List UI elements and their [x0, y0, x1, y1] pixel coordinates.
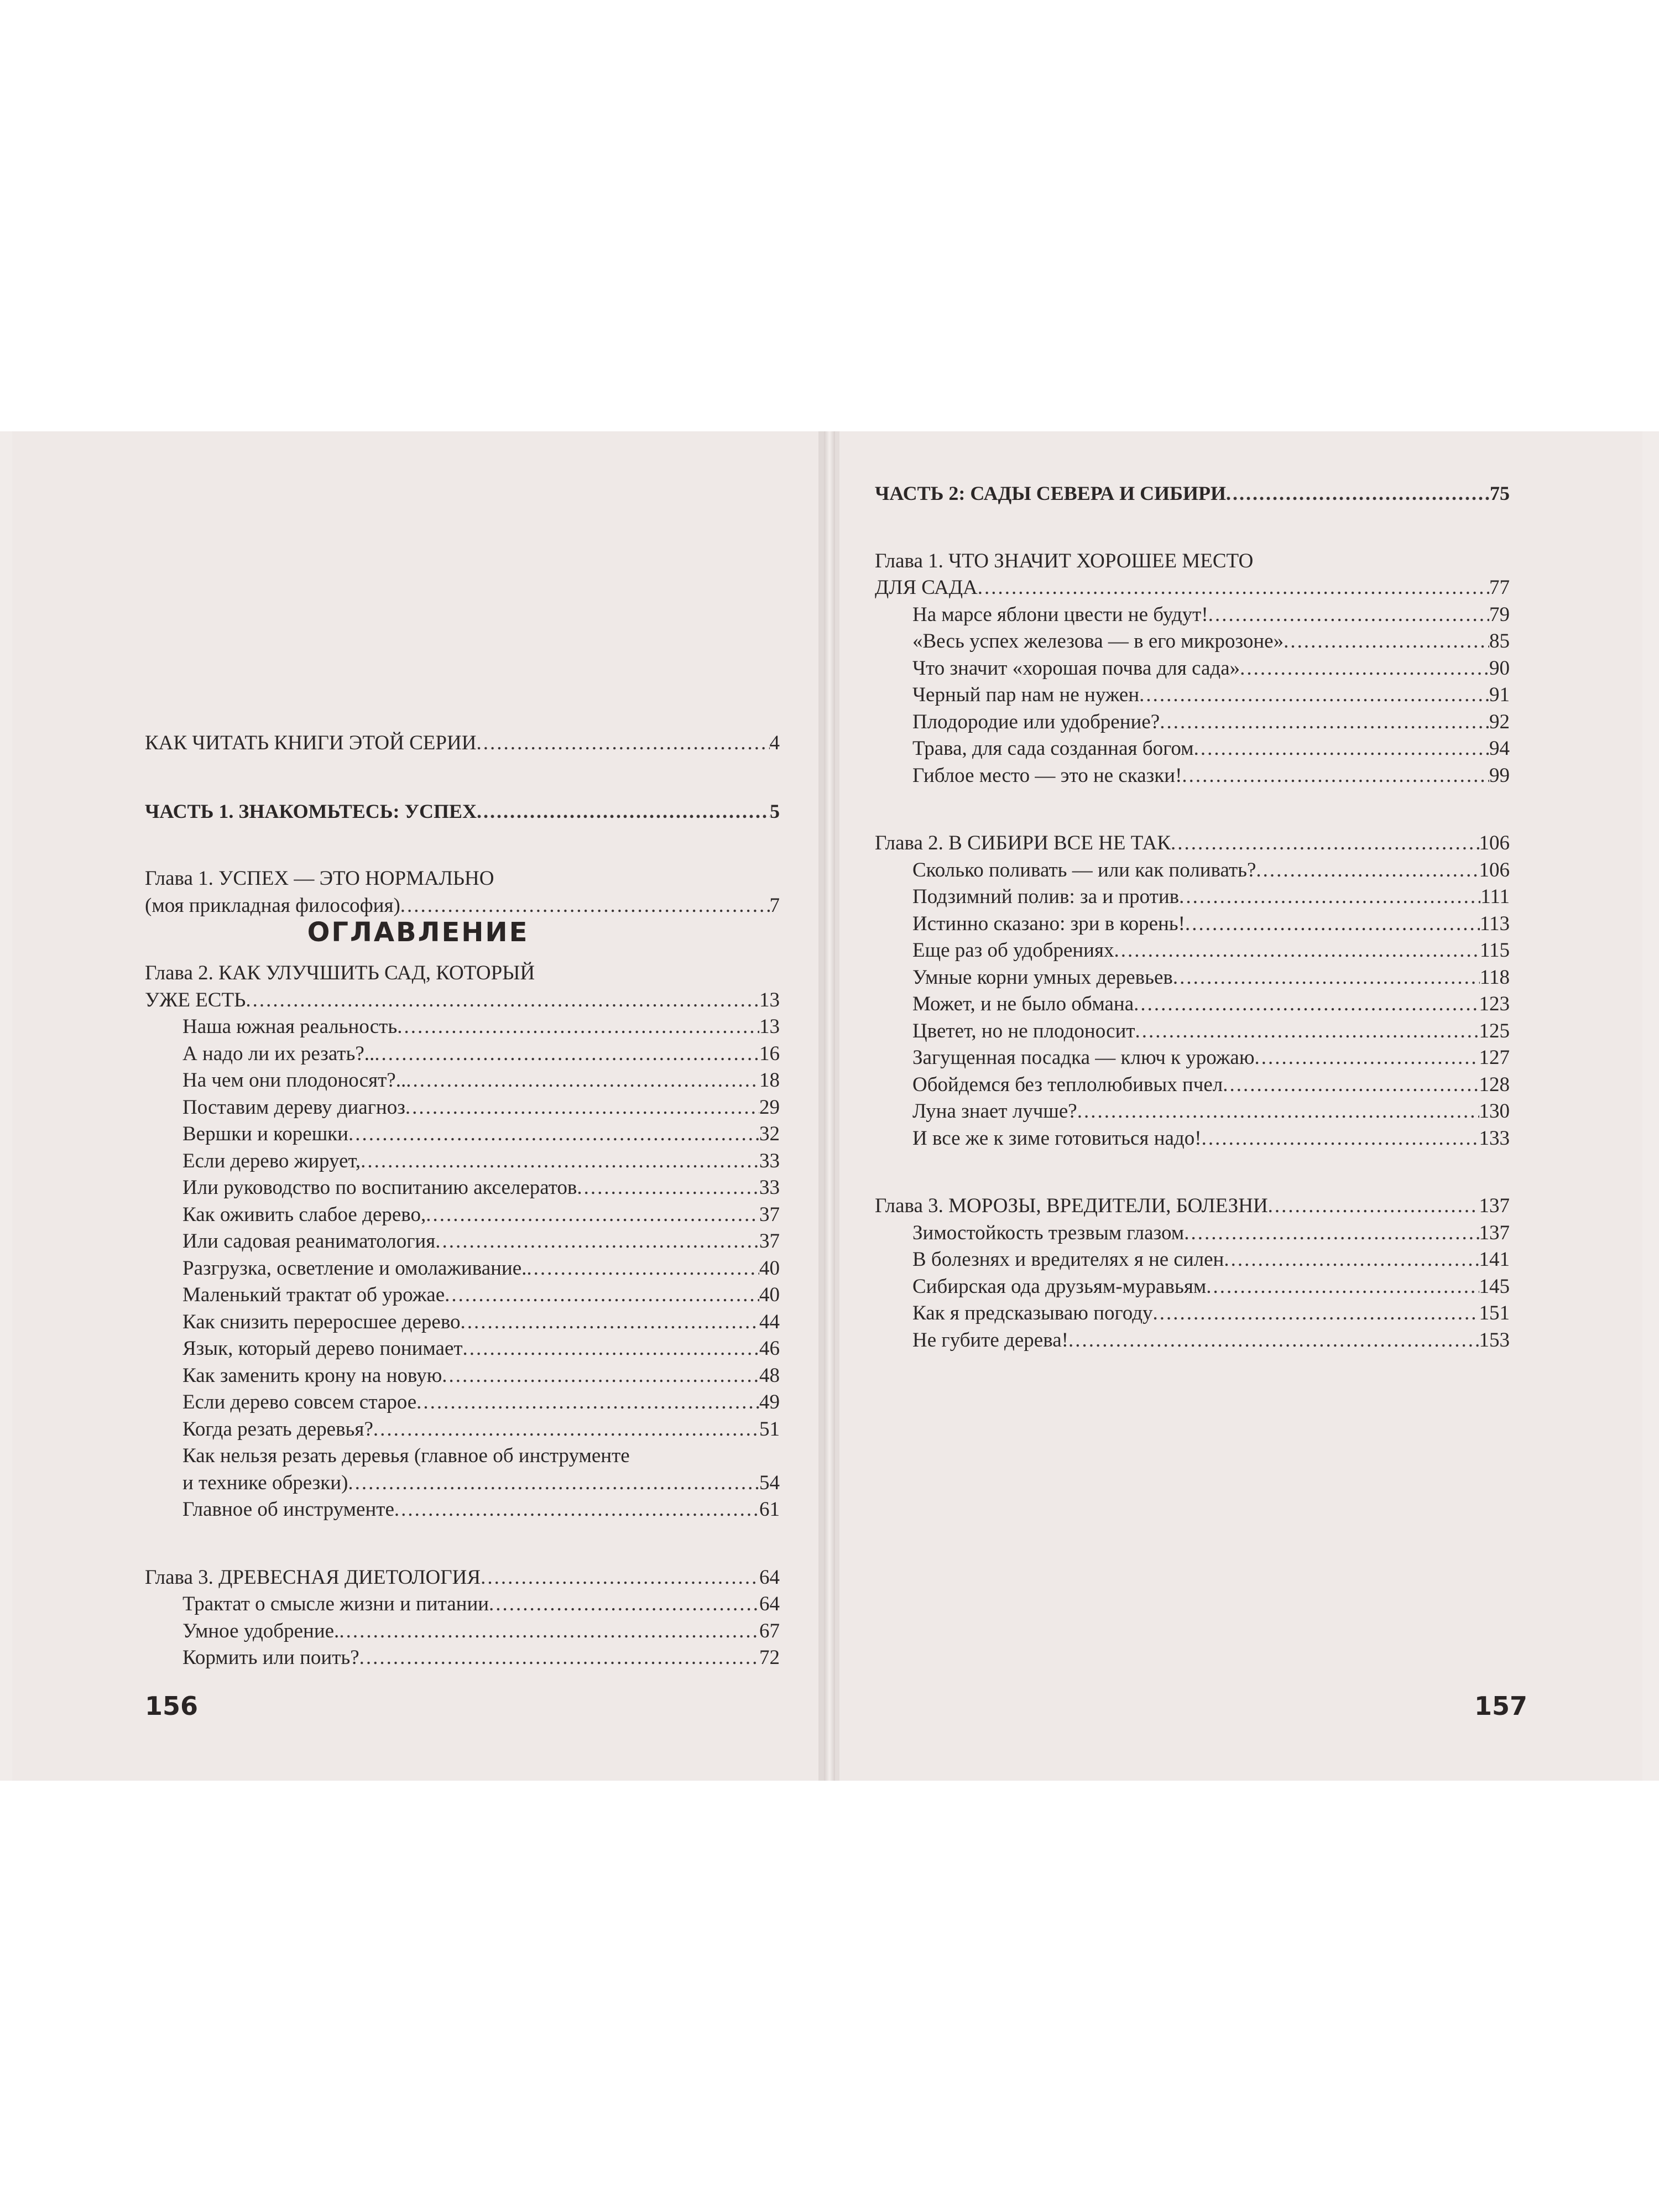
- toc-subsection-entry[interactable]: Как заменить крону на новую ..... 48: [145, 1363, 780, 1390]
- toc-subsection-entry[interactable]: Истинно сказано: зри в корень! ..... 113: [875, 911, 1510, 938]
- toc-chapter-title: Глава 2. КАК УЛУЧШИТЬ САД, КОТОРЫЙ: [145, 962, 535, 984]
- toc-subsection-list: [875, 857, 1510, 1152]
- toc-entry-chapter-1[interactable]: ДЛЯ САДА ..... 77: [875, 575, 1510, 602]
- toc-subsection-entry[interactable]: Сибирская ода друзьям-муравьям ..... 145: [875, 1274, 1510, 1301]
- toc-subsection-entry[interactable]: Загущенная посадка — ключ к урожаю ..... 127: [875, 1045, 1510, 1072]
- toc-heading: ОГЛАВЛЕНИЕ: [307, 917, 529, 948]
- page-number-right: 157: [1474, 1691, 1528, 1721]
- toc-subsection-list: [875, 602, 1510, 790]
- toc-subsection-entry[interactable]: Трактат о смысле жизни и питании ..... 64: [145, 1591, 780, 1618]
- toc-subsection-entry[interactable]: Может, и не было обмана ..... 123: [875, 991, 1510, 1018]
- toc-entry-chapter-2[interactable]: Глава 2. В СИБИРИ ВСЕ НЕ ТАК ..... 106: [875, 830, 1510, 857]
- toc-chapter-title: Глава 1. УСПЕХ — ЭТО НОРМАЛЬНО: [145, 867, 494, 890]
- toc-entry-chapter-1[interactable]: (моя прикладная философия) ..... 7: [145, 893, 780, 920]
- toc-subsection-entry[interactable]: Зимостойкость трезвым глазом ..... 137: [875, 1220, 1510, 1247]
- toc-subsection-entry[interactable]: Обойдемся без теплолюбивых пчел ..... 128: [875, 1072, 1510, 1099]
- toc-subsection-list: [875, 1220, 1510, 1354]
- toc-subsection-entry[interactable]: Гиблое место — это не сказки! ..... 99: [875, 763, 1510, 790]
- toc-subsection-entry[interactable]: Плодородие или удобрение? ..... 92: [875, 709, 1510, 736]
- toc-subsection-entry[interactable]: Разгрузка, осветление и омолаживание. ..... 40: [145, 1255, 780, 1282]
- toc-right-column: [875, 480, 1510, 1395]
- toc-entry-part-2[interactable]: ЧАСТЬ 2: САДЫ СЕВЕРА И СИБИРИ ..... 75: [875, 480, 1510, 507]
- toc-subsection-entry[interactable]: Трава, для сада созданная богом ..... 94: [875, 735, 1510, 763]
- toc-subsection-entry[interactable]: В болезнях и вредителях я не силен ..... 141: [875, 1246, 1510, 1274]
- toc-subsection-entry[interactable]: Сколько поливать — или как поливать? ..... 106: [875, 857, 1510, 884]
- toc-subsection-entry[interactable]: А надо ли их резать?.. ..... 16: [145, 1041, 780, 1068]
- toc-subsection-entry[interactable]: Если дерево совсем старое ..... 49: [145, 1389, 780, 1416]
- toc-subsection-entry[interactable]: Поставим дереву диагноз ..... 29: [145, 1094, 780, 1121]
- toc-subsection-entry[interactable]: Что значит «хорошая почва для сада» ..... 90: [875, 655, 1510, 682]
- toc-subsection-entry[interactable]: Маленький трактат об урожае ..... 40: [145, 1282, 780, 1309]
- toc-subsection-entry[interactable]: Цветет, но не плодоносит ..... 125: [875, 1018, 1510, 1045]
- toc-subsection-entry[interactable]: Язык, который дерево понимает ..... 46: [145, 1335, 780, 1363]
- toc-entry-part-1[interactable]: ЧАСТЬ 1. ЗНАКОМЬТЕСЬ: УСПЕХ ..... 5: [145, 798, 780, 825]
- toc-subsection-entry[interactable]: И все же к зиме готовиться надо! ..... 133: [875, 1125, 1510, 1152]
- toc-subsection-entry[interactable]: Черный пар нам не нужен ..... 91: [875, 682, 1510, 709]
- toc-subsection-entry[interactable]: Вершки и корешки ..... 32: [145, 1121, 780, 1148]
- toc-subsection-entry[interactable]: Или садовая реаниматология ..... 37: [145, 1228, 780, 1255]
- toc-subsection-entry[interactable]: «Весь успех железова — в его микрозоне» ..... 85: [875, 628, 1510, 655]
- toc-subsection-entry[interactable]: Луна знает лучше? ..... 130: [875, 1098, 1510, 1125]
- toc-subsection-entry[interactable]: Когда резать деревья? ..... 51: [145, 1416, 780, 1443]
- toc-subsection-entry[interactable]: и технике обрезки) ..... 54: [145, 1470, 780, 1497]
- toc-subsection-entry[interactable]: Как снизить переросшее дерево ..... 44: [145, 1309, 780, 1336]
- toc-subsection-entry[interactable]: Еще раз об удобрениях ..... 115: [875, 937, 1510, 964]
- page-number-left: 156: [145, 1691, 199, 1721]
- toc-entry-chapter-2[interactable]: УЖЕ ЕСТЬ ..... 13: [145, 987, 780, 1014]
- toc-subsection-entry[interactable]: Если дерево жирует, ..... 33: [145, 1148, 780, 1175]
- toc-subsection-entry[interactable]: Наша южная реальность ..... 13: [145, 1014, 780, 1041]
- toc-subsection-entry[interactable]: На марсе яблони цвести не будут! ..... 79: [875, 602, 1510, 629]
- toc-subsection-entry[interactable]: Кормить или поить? ..... 72: [145, 1645, 780, 1672]
- toc-entry-chapter-3[interactable]: Глава 3. ДРЕВЕСНАЯ ДИЕТОЛОГИЯ ..... 64: [145, 1564, 780, 1592]
- toc-subsection-entry[interactable]: Не губите дерева! ..... 153: [875, 1327, 1510, 1354]
- toc-subsection-entry[interactable]: Как оживить слабое дерево, ..... 37: [145, 1202, 780, 1229]
- toc-subsection-list: [145, 1014, 780, 1443]
- toc-entry-intro[interactable]: КАК ЧИТАТЬ КНИГИ ЭТОЙ СЕРИИ ..... 4: [145, 730, 780, 757]
- toc-subsection-entry[interactable]: На чем они плодоносят?.. ..... 18: [145, 1067, 780, 1094]
- toc-entry-chapter-3[interactable]: Глава 3. МОРОЗЫ, ВРЕДИТЕЛИ, БОЛЕЗНИ ..... 137: [875, 1193, 1510, 1220]
- toc-subsection-entry[interactable]: Умные корни умных деревьев ..... 118: [875, 964, 1510, 992]
- toc-subsection-entry[interactable]: Подзимний полив: за и против ..... 111: [875, 884, 1510, 911]
- toc-subsection-entry[interactable]: Умное удобрение. ..... 67: [145, 1618, 780, 1645]
- toc-subsection-entry[interactable]: Как я предсказываю погоду ..... 151: [875, 1300, 1510, 1327]
- toc-chapter-title: Глава 1. ЧТО ЗНАЧИТ ХОРОШЕЕ МЕСТО: [875, 549, 1254, 572]
- toc-subsection-title: Как нельзя резать деревья (главное об инструменте: [182, 1444, 630, 1467]
- toc-left-column: [145, 730, 780, 1713]
- toc-subsection-entry[interactable]: Или руководство по воспитанию акселератов ..... 33: [145, 1175, 780, 1202]
- book-gutter: [824, 431, 835, 1781]
- toc-subsection-list: [145, 1591, 780, 1672]
- toc-subsection-entry[interactable]: Главное об инструменте ..... 61: [145, 1496, 780, 1524]
